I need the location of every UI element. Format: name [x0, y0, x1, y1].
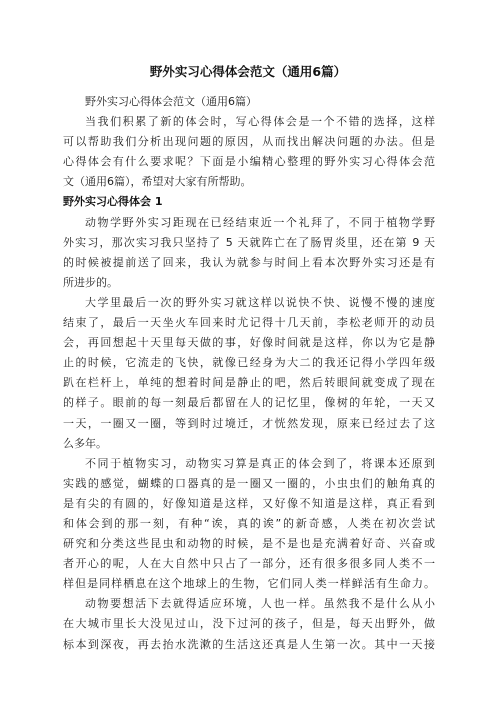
text-line: 在大城市里长大没见过山，没下过河的孩子，但是，每天出野外，做 — [63, 617, 435, 631]
text-line: 者开心的呢，人在大自然中只占了一部分，还有很多很多同人类不一 — [63, 557, 435, 571]
text-line: 会，再回想起十天里每天做的事，好像时间就是这样，你以为它是静 — [63, 336, 435, 350]
text-line: 可以帮助我们分析出现问题的原因，从而找出解决问题的办法。但是 — [63, 135, 435, 149]
text-line: 文（通用6篇），希望对大家有所帮助。 — [63, 175, 252, 189]
text-line: 研究和分类这些昆虫和动物的时候，是不是也是充满着好奇、兴奋或 — [63, 537, 435, 551]
text-line: 心得体会有什么要求呢？下面是小编精心整理的野外实习心得体会范 — [63, 155, 435, 169]
text-line: 实践的感觉，蝴蝶的口器真的是一圈又一圈的，小虫虫们的触角真的 — [63, 476, 435, 490]
text-line: 和体会到的那一刻，有种“诶，真的诶”的新奇感，人类在初次尝试 — [63, 516, 435, 530]
text-line: 当我们积累了新的体会时，写心得体会是一个不错的选择，这样 — [85, 115, 435, 129]
text-line: 趴在栏杆上，单纯的想着时间是静止的吧，然后转眼间就变成了现在 — [63, 376, 435, 390]
text-line: 大学里最后一次的野外实习就这样以说快不快、说慢不慢的速度 — [85, 295, 435, 309]
text-line: 的时候被提前送了回来，我认为就参与时间上看本次野外实习还是有 — [63, 255, 435, 269]
text-line: 不同于植物实习，动物实习算是真正的体会到了，将课本还原到 — [85, 456, 435, 470]
text-line: 外实习，那次实习我只坚持了 5 天就阵亡在了肠胃炎里，还在第 9 天 — [63, 235, 435, 249]
document-body — [63, 92, 435, 655]
text-line: 结束了，最后一天坐火车回来时尤记得十几天前，李松老师开的动员 — [63, 316, 435, 330]
text-line: 所进步的。 — [63, 275, 118, 289]
text-line: 动物要想活下去就得适应环境，人也一样。虽然我不是什么从小 — [85, 597, 435, 611]
text-line: 么多年。 — [63, 436, 107, 450]
section-heading: 野外实习心得体会 1 — [63, 195, 163, 209]
document-title: 野外实习心得体会范文（通用6篇） — [149, 64, 347, 79]
text-line: 动物学野外实习距现在已经结束近一个礼拜了，不同于植物学野 — [85, 215, 435, 229]
text-line: 野外实习心得体会范文（通用6篇） — [85, 95, 257, 108]
text-line: 标本到深夜，再去抬水洗漱的生活这还真是人生第一次。其中一天接 — [63, 637, 435, 651]
text-line: 止的时候，它流走的飞快，就像已经身为大二的我还记得小学四年级 — [63, 356, 435, 370]
text-line: 样但是同样栖息在这个地球上的生物，它们同人类一样鲜活有生命力。 — [63, 577, 435, 591]
text-line: 是有尖的有圆的，好像知道是这样，又好像不知道是这样，真正看到 — [63, 496, 435, 510]
text-line: 的样子。眼前的每一刻最后都留在人的记忆里，像树的年轮，一天又 — [63, 396, 435, 410]
text-line: 一天，一圈又一圈，等到时过境迁，才恍然发现，原来已经过去了这 — [63, 416, 435, 430]
